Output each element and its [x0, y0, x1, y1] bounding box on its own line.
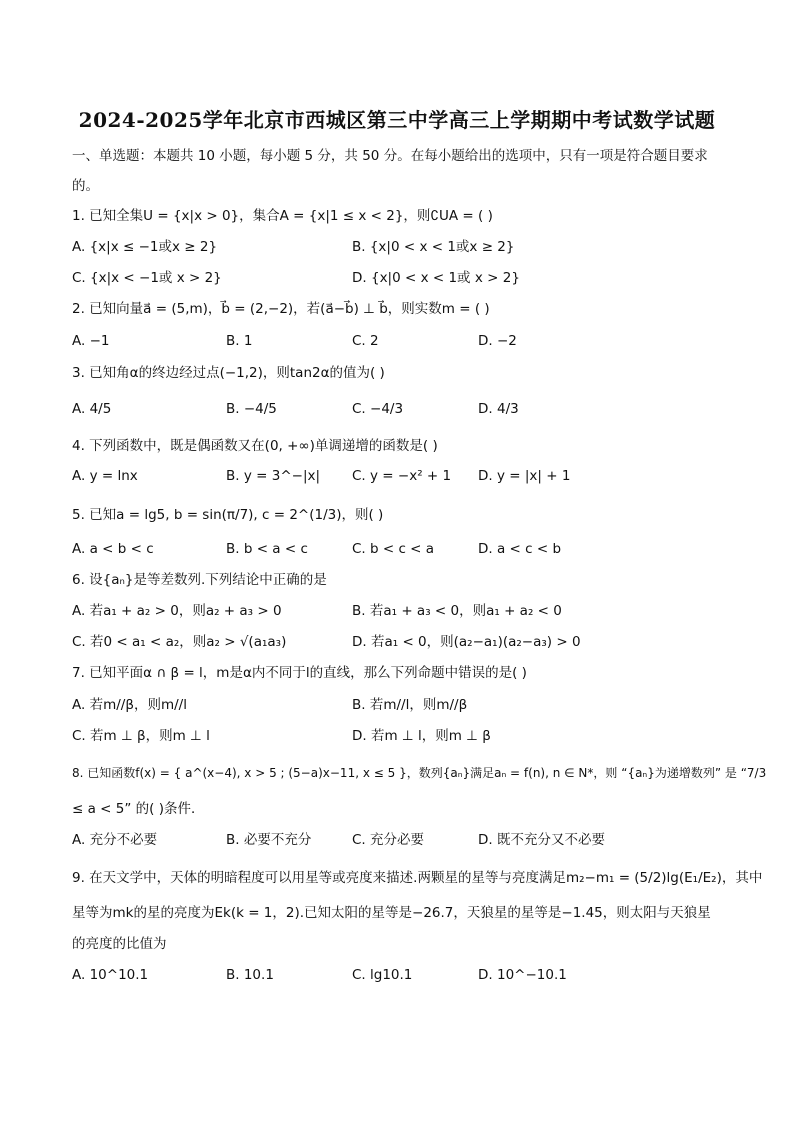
q1-option-a: A. {x|x ≤ −1或x ≥ 2} — [72, 239, 218, 255]
q6-option-c: C. 若0 < a₁ < a₂，则a₂ > √(a₁a₃) — [72, 634, 287, 650]
q4-option-a: A. y = lnx — [72, 468, 138, 484]
question-2: 2. 已知向量a⃗ = (5,m)，b⃗ = (2,−2)，若(a⃗−b⃗) ⊥ b⃗，则实数m = ( ) — [72, 301, 490, 317]
q8-option-c: C. 充分必要 — [352, 832, 425, 848]
q1-option-c: C. {x|x < −1或 x > 2} — [72, 270, 222, 286]
q5-option-d: D. a < c < b — [478, 541, 562, 557]
question-3: 3. 已知角α的终边经过点(−1,2)，则tan2α的值为( ) — [72, 365, 385, 381]
question-4: 4. 下列函数中，既是偶函数又在(0, +∞)单调递增的函数是( ) — [72, 438, 438, 454]
question-5: 5. 已知a = lg5, b = sin(π/7), c = 2^(1/3)，则( ) — [72, 507, 384, 523]
q3-option-d: D. 4/3 — [478, 401, 519, 417]
q8-option-b: B. 必要不充分 — [226, 832, 312, 848]
q8-option-d: D. 既不充分又不必要 — [478, 832, 605, 848]
q2-option-b: B. 1 — [226, 333, 253, 349]
q4-option-d: D. y = |x| + 1 — [478, 468, 571, 484]
q2-option-c: C. 2 — [352, 333, 379, 349]
q4-option-b: B. y = 3^−|x| — [226, 468, 321, 484]
q7-option-c: C. 若m ⊥ β，则m ⊥ l — [72, 728, 210, 744]
section-instruction-cont: 的。 — [72, 178, 99, 194]
question-8: 8. 已知函数f(x) = { a^(x−4), x > 5 ; (5−a)x−11, x ≤ 5 }，数列{aₙ}满足aₙ = f(n), n ∈ N*，则 “{aₙ}为递增数列” 是 “7/3 — [72, 766, 767, 780]
question-9: 9. 在天文学中，天体的明暗程度可以用星等或亮度来描述.两颗星的星等与亮度满足m₂−m₁ = (5/2)lg(E₁/E₂)，其中 — [72, 870, 763, 886]
q2-option-a: A. −1 — [72, 333, 110, 349]
q1-option-d: D. {x|0 < x < 1或 x > 2} — [352, 270, 520, 286]
q7-option-d: D. 若m ⊥ l，则m ⊥ β — [352, 728, 491, 744]
question-6: 6. 设{aₙ}是等差数列.下列结论中正确的是 — [72, 572, 327, 588]
q9-option-a: A. 10^10.1 — [72, 967, 149, 983]
question-7: 7. 已知平面α ∩ β = l，m是α内不同于l的直线，那么下列命题中错误的是( ) — [72, 665, 527, 681]
q5-option-b: B. b < a < c — [226, 541, 308, 557]
q7-option-b: B. 若m//l，则m//β — [352, 697, 468, 713]
q3-option-c: C. −4/3 — [352, 401, 404, 417]
q3-option-b: B. −4/5 — [226, 401, 277, 417]
question-9-cont-1: 星等为mk的星的亮度为Ek(k = 1，2).已知太阳的星等是−26.7，天狼星的星等是−1.45，则太阳与天狼星 — [72, 905, 711, 921]
question-1: 1. 已知全集U = {x|x > 0}，集合A = {x|1 ≤ x < 2}，则∁UA = ( ) — [72, 208, 493, 224]
q9-option-d: D. 10^−10.1 — [478, 967, 567, 983]
q6-option-b: B. 若a₁ + a₃ < 0，则a₁ + a₂ < 0 — [352, 603, 562, 619]
section-instruction: 一、单选题：本题共 10 小题，每小题 5 分，共 50 分。在每小题给出的选项中，只有一项是符合题目要求 — [72, 148, 708, 164]
q9-option-c: C. lg10.1 — [352, 967, 413, 983]
q9-option-b: B. 10.1 — [226, 967, 274, 983]
q2-option-d: D. −2 — [478, 333, 517, 349]
q7-option-a: A. 若m//β，则m//l — [72, 697, 187, 713]
q3-option-a: A. 4/5 — [72, 401, 112, 417]
question-8-cont: ≤ a < 5” 的( )条件． — [72, 801, 205, 817]
q8-option-a: A. 充分不必要 — [72, 832, 158, 848]
q6-option-a: A. 若a₁ + a₂ > 0，则a₂ + a₃ > 0 — [72, 603, 282, 619]
q1-option-b: B. {x|0 < x < 1或x ≥ 2} — [352, 239, 515, 255]
q4-option-c: C. y = −x² + 1 — [352, 468, 452, 484]
question-9-cont-2: 的亮度的比值为 — [72, 936, 167, 952]
page-title: 2024-2025学年北京市西城区第三中学高三上学期期中考试数学试题 — [78, 108, 716, 132]
q6-option-d: D. 若a₁ < 0，则(a₂−a₁)(a₂−a₃) > 0 — [352, 634, 581, 650]
q5-option-c: C. b < c < a — [352, 541, 435, 557]
q5-option-a: A. a < b < c — [72, 541, 154, 557]
